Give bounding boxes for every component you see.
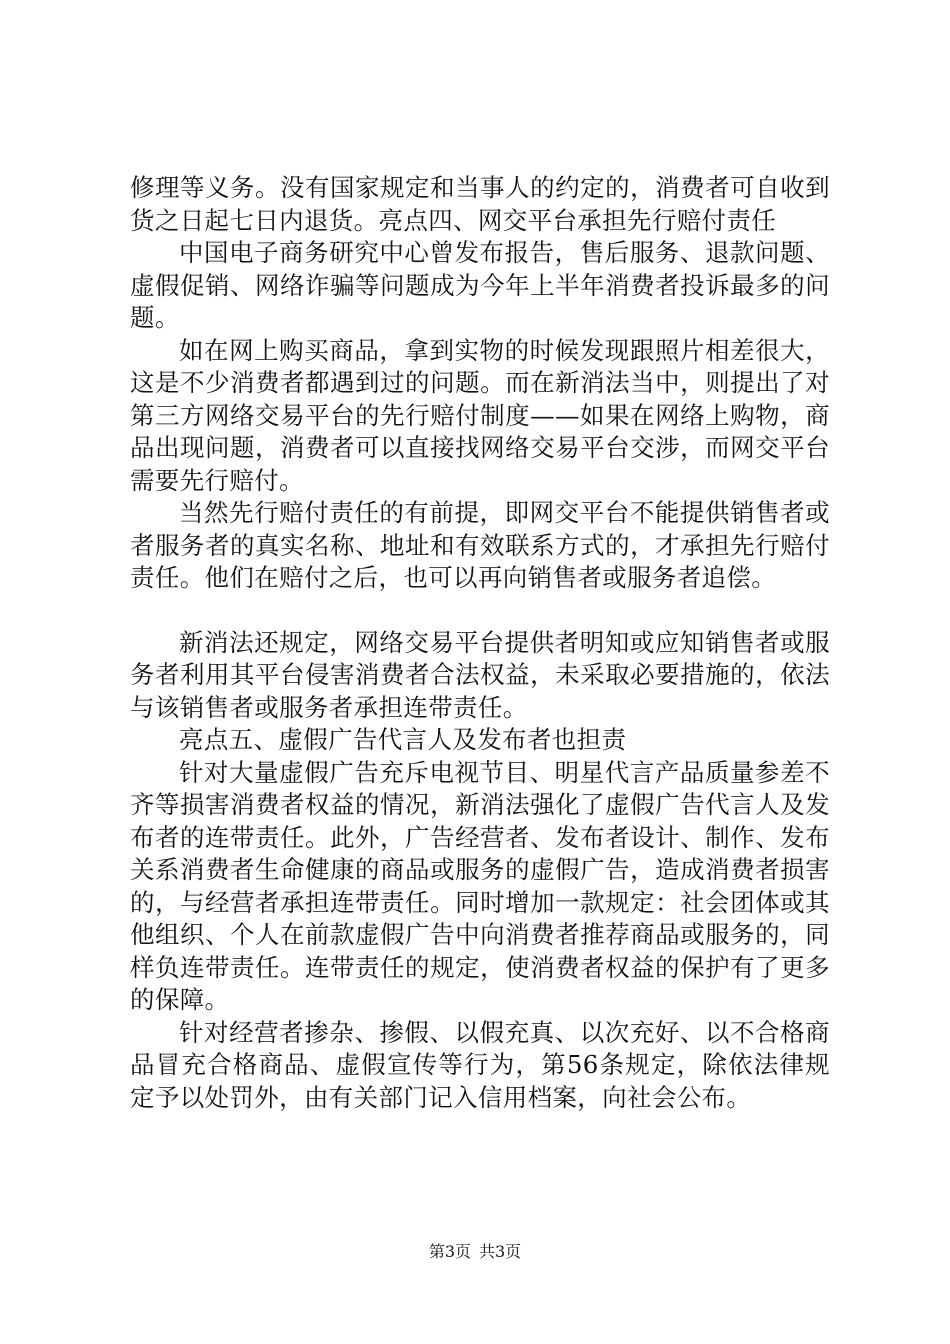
paragraph-article-56: 针对经营者掺杂、掺假、以假充真、以次充好、以不合格商品冒充合格商品、虚假宣传等行为，第56条规定，除依法律规定予以处罚外，由有关部门记入信用档案，向社会公布。 [130,1017,830,1112]
paragraph-online-shopping: 如在网上购买商品，拿到实物的时候发现跟照片相差很大，这是不少消费者都遇到过的问题。而在新消法当中，则提出了对第三方网络交易平台的先行赔付制度——如果在网络上购物，商品出现问题，消费者可以直接找网络交易平台交涉，而网交平台需要先行赔付。 [130,335,830,495]
paragraph-spacer [130,595,830,627]
page-footer [0,1242,950,1262]
section-heading-highlight-five: 亮点五、虚假广告代言人及发布者也担责 [179,725,627,754]
paragraph-report: 中国电子商务研究中心曾发布报告，售后服务、退款问题、虚假促销、网络诈骗等问题成为今年上半年消费者投诉最多的问题。 [130,238,830,332]
paragraph-prerequisite: 当然先行赔付责任的有前提，即网交平台不能提供销售者或者服务者的真实名称、地址和有效联系方式的，才承担先行赔付责任。他们在赔付之后，也可以再向销售者或服务者追偿。 [130,498,830,592]
paragraph-false-advertising: 针对大量虚假广告充斥电视节目、明星代言产品质量参差不齐等损害消费者权益的情况，新消法强化了虚假广告代言人及发布者的连带责任。此外，广告经营者、发布者设计、制作、发布关系消费者生命健康的商品或服务的虚假广告，造成消费者损害的，与经营者承担连带责任。同时增加一款规定：社会团体或其他组织、个人在前款虚假广告中向消费者推荐商品或服务的，同样负连带责任。连带责任的规定，使消费者权益的保护有了更多的保障。 [130,757,830,1014]
page-number-current: 第3页 [428,1242,471,1261]
document-body [130,172,830,1114]
page-number-total: 共3页 [479,1242,522,1261]
paragraph-continuation: 修理等义务。没有国家规定和当事人的约定的，消费者可自收到货之日起七日内退货。亮点四、网交平台承担先行赔付责任 [130,173,830,235]
paragraph-joint-liability: 新消法还规定，网络交易平台提供者明知或应知销售者或服务者利用其平台侵害消费者合法权益，未采取必要措施的，依法与该销售者或服务者承担连带责任。 [130,627,830,722]
